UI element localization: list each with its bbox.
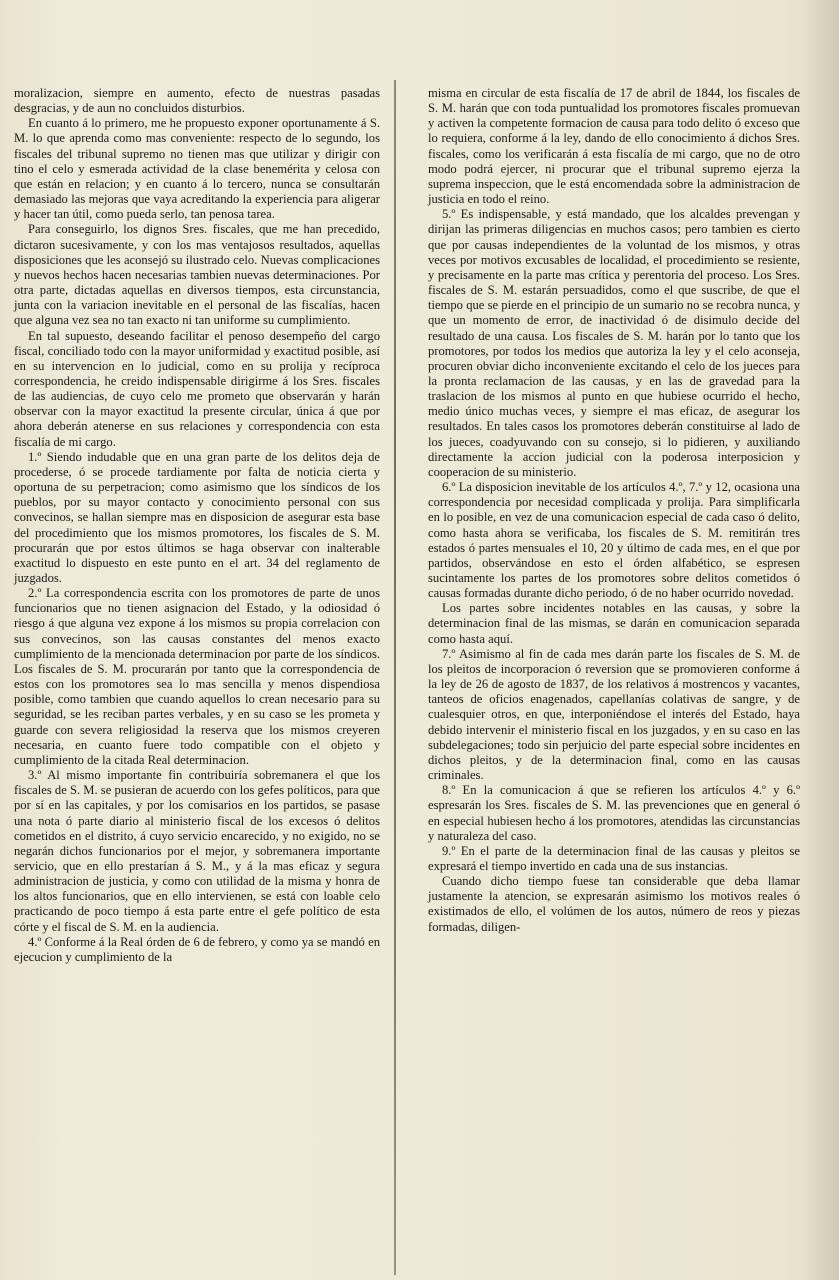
paragraph: Para conseguirlo, los dignos Sres. fiscales, que me han precedido, dictaron sucesivamente, y con los mas ventajosos resultados, aquellas disposiciones que les aconsejó su ilustrado celo. Nuevas complicaciones y nuevos hechos hacen necesarias tambien nuevas determinaciones. Por otra parte, dictadas aquellas en diversos tiempos, esta circunstancia, junta con la variacion inevitable en el personal de las fiscalías, hacen que alguna vez sea no tan exacto ni tan uniforme su cumplimiento. <box>14 222 380 328</box>
right-column <box>428 86 800 935</box>
page-edge-shadow <box>803 0 839 1280</box>
left-column <box>14 86 380 965</box>
paragraph: Cuando dicho tiempo fuese tan considerable que deba llamar justamente la atencion, se expresarán asimismo los motivos reales ó existimados de ello, el volúmen de los autos, número de reos y piezas formadas, diligen- <box>428 874 800 934</box>
column-divider <box>394 80 396 1275</box>
paragraph: En cuanto á lo primero, me he propuesto exponer oportunamente á S. M. lo que aprenda como mas conveniente: respecto de lo segundo, los fiscales del tribunal supremo no tienen mas que utilizar y dirigir con tino el celo y esmerada actividad de la clase benemérita y celosa con que están en relacion; y en cuanto á lo tercero, nunca se consultarán demasiado las mejoras que vaya acreditando la experiencia para aligerar y hacer tan útil, como pueda serlo, tan penosa tarea. <box>14 116 380 222</box>
paragraph: 7.º Asimismo al fin de cada mes darán parte los fiscales de S. M. de los pleitos de incorporacion ó reversion que se promovieren conforme á la ley de 26 de agosto de 1837, de los relativos á mostrencos y vacantes, tanteos de oficios enagenados, capellanías colativas de sangre, y de cualesquier otros, en que, interponiéndose el interés del Estado, haya debido intervenir el ministerio fiscal en los juzgados, y en su caso en las subdelegaciones; todo sin perjuicio del parte especial sobre incidentes en dichos pleitos, y de la determinacion final, como en las causas criminales. <box>428 646 800 783</box>
paragraph: 1.º Siendo indudable que en una gran parte de los delitos deja de procederse, ó se procede tardiamente por falta de noticia cierta y oportuna de su perpetracion; como asimismo que los síndicos de los pueblos, por su mayor contacto y conocimiento personal con sus convecinos, se hallan siempre mas en disposicion de asegurar esta base del procedimiento que los mismos promotores, los fiscales de S. M. procurarán que por estos últimos se haga observar con inalterable exactitud lo dispuesto en este punto en el art. 34 del reglamento de juzgados. <box>14 449 380 585</box>
paragraph: 2.º La correspondencia escrita con los promotores de parte de unos funcionarios que no tienen asignacion del Estado, y la odiosidad ó riesgo á que alguna vez expone á los mismos su propia correlacion con sus convecinos, son las causas constantes del menos exacto cumplimiento de la mencionada determinacion por parte de los síndicos. Los fiscales de S. M. procurarán por tanto que la correspondencia de estos con los promotores sea lo mas sencilla y menos dispendiosa posible, como tambien que cuando aquellos lo crean necesario para su seguridad, se les reciban partes verbales, y en su caso se les prometa y guarde con severa religiosidad la reserva que los mismos creyeren necesaria, en cuanto fuere todo compatible con el objeto y cumplimiento de la citada Real determinacion. <box>14 586 380 767</box>
paragraph: 9.º En el parte de la determinacion final de las causas y pleitos se expresará el tiempo invertido en cada una de sus instancias. <box>428 843 800 873</box>
paragraph: moralizacion, siempre en aumento, efecto de nuestras pasadas desgracias, y de aun no concluidos disturbios. <box>14 86 380 116</box>
paragraph: 5.º Es indispensable, y está mandado, que los alcaldes prevengan y dirijan las primeras diligencias en muchos casos; pero tambien es cierto que por causas independientes de la voluntad de los mismos, y otras veces por motivos excusables de localidad, el procedimiento se resiente, y precisamente en la parte mas crítica y perentoria del proceso. Los Sres. fiscales de S. M. estarán persuadidos, como el que suscribe, de que el tiempo que se pierde en el principio de un sumario no se recobra nunca, y que un momento de error, de inactividad ó de disimulo decide del resultado de una causa. Los fiscales de S. M. harán por lo tanto que los promotores, por todos los medios que autoriza la ley y el celo aconseja, procuren obviar dicho inconveniente excitando el celo de los jueces para la pronta reclamacion de las causas, y en las de gravedad para la traslacion de los mismos al punto en que hubiese ocurrido el hecho, medio único muchas veces, y siempre el mas eficaz, de asegurar los resultados. En tales casos los promotores deberán constituirse al lado de los jueces, coadyuvando con su consejo, si lo pidieren, y auxiliando directamente la accion judicial con la poderosa interposicion y cooperacion de su ministerio. <box>428 207 800 479</box>
paragraph: En tal supuesto, deseando facilitar el penoso desempeño del cargo fiscal, conciliado todo con la mayor uniformidad y exactitud posible, así en su intervencion en lo judicial, como en su prolija y recíproca correspondencia, he creido indispensable dirigirme á los Sres. fiscales de las audiencias, de cuyo celo me prometo que observarán y harán observar con la mayor exactitud la presente circular, única á que por ahora deberán atenerse en sus relaciones y correspondencia con esta fiscalía de mi cargo. <box>14 328 380 449</box>
paragraph: 3.º Al mismo importante fin contribuiría sobremanera el que los fiscales de S. M. se pusieran de acuerdo con los gefes políticos, para que por sí en las capitales, y por los comisarios en los partidos, se pasase una nota ó parte diario al ministerio fiscal de los excesos ó delitos cometidos en el distrito, á cuyo servicio encarecido, y no exigido, no se negarán dichos funcionarios por el mejor, y sobremanera importante servicio, que en ello prestarían á S. M., y á la mas eficaz y segura administracion de justicia, y como con utilidad de la misma y honra de los altos funcionarios, que en ello intervienen, se está con loable celo practicando de poco tiempo á esta parte entre el gefe político de esta córte y el fiscal de S. M. en la audiencia. <box>14 768 380 934</box>
paragraph: Los partes sobre incidentes notables en las causas, y sobre la determinacion final de las mismas, se darán en comunicacion separada como hasta aquí. <box>428 601 800 646</box>
paragraph: 6.º La disposicion inevitable de los artículos 4.º, 7.º y 12, ocasiona una correspondencia por necesidad complicada y prolija. Para simplificarla en lo posible, en vez de una comunicacion especial de cada caso ó delito, como hasta ahora se verificaba, los fiscales de S. M. remitirán tres estados ó partes mensuales el 10, 20 y último de cada mes, en el que por partidos, observándose en esto el órden alfabético, se espresen sucintamente los partes de los promotores sobre delitos cometidos ó causas formadas durante dicho periodo, ó de no haber ocurrido novedad. <box>428 480 800 601</box>
paragraph: 4.º Conforme á la Real órden de 6 de febrero, y como ya se mandó en ejecucion y cumplimiento de la <box>14 934 380 964</box>
paragraph: 8.º En la comunicacion á que se refieren los artículos 4.º y 6.º espresarán los Sres. fiscales de S. M. las prevenciones que en general ó en especial hubiesen hecho á los promotores, atendidas las circunstancias y naturaleza del caso. <box>428 783 800 843</box>
paragraph: misma en circular de esta fiscalía de 17 de abril de 1844, los fiscales de S. M. harán que con toda puntualidad los promotores fiscales promuevan y activen la competente formacion de causa para todo delito ó exceso que lo requiera, conforme á la ley, dando de ello conocimiento á dichos Sres. fiscales, como los verificarán á esta fiscalía de mi cargo, que no de otro modo podrá ejercer, ni procurar que el tribunal supremo ejerza la suprema inspeccion, que le está encomendada sobre la administracion de justicia en todo el reino. <box>428 86 800 207</box>
